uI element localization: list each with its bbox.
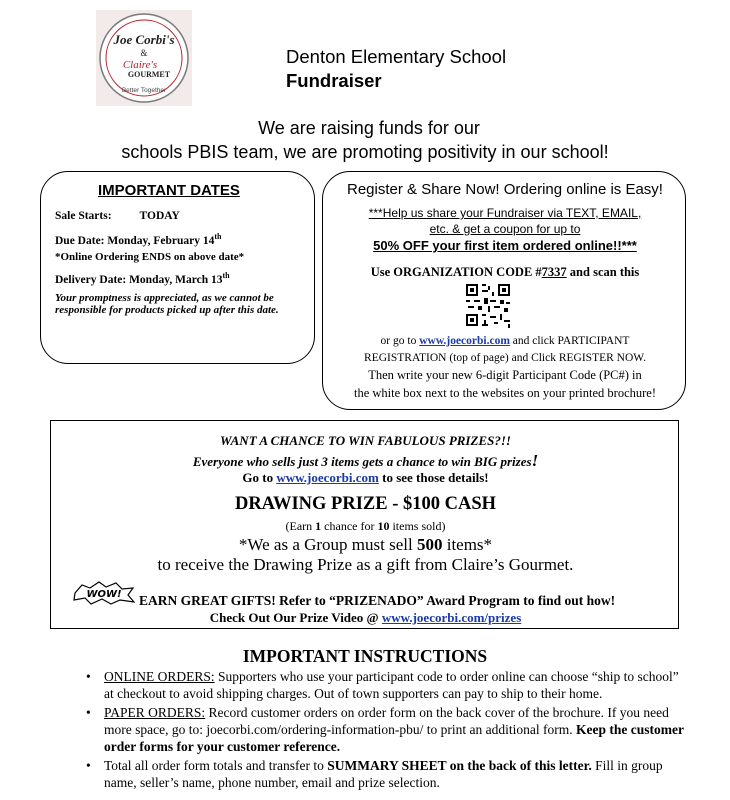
prize-video-link[interactable]: www.joecorbi.com/prizes — [381, 610, 522, 625]
paper-orders-label: PAPER ORDERS: — [104, 705, 206, 720]
online-ordering-note: *Online Ordering ENDS on above date* — [55, 251, 245, 263]
participant-code-line-1: Then write your new 6-digit Participant Code (PC#) in — [368, 368, 642, 382]
online-orders-label: ONLINE ORDERS: — [104, 669, 215, 684]
wow-burst-icon — [73, 581, 135, 605]
list-item — [84, 668, 684, 702]
logo-amp: & — [140, 48, 148, 58]
website-link[interactable]: www.joecorbi.com — [419, 335, 510, 347]
registration-instruction: REGISTRATION (top of page) and Click REGISTER NOW. — [364, 352, 646, 364]
delivery-date: Delivery Date: Monday, March 13th — [55, 271, 230, 286]
paper-orders-text: Record customer orders on order form on the back cover of the brochure. If you need more space, go to: joecorbi.com/ordering-information-pbu/ to print an additional form. — [104, 705, 669, 737]
joe-corbis-logo — [96, 10, 192, 106]
receive-prize-line: to receive the Drawing Prize as a gift from Claire’s Gourmet. — [157, 555, 574, 574]
prize-video-line: Check Out Our Prize Video @ www.joecorbi.com/prizes — [209, 610, 522, 625]
promptness-note: Your promptness is appreciated, as we cannot be responsible for products picked up after this date. — [55, 292, 279, 316]
bullet-icon: • — [86, 669, 91, 684]
fundraiser-title: Fundraiser — [286, 70, 382, 91]
register-title: Register & Share Now! Ordering online is Easy! — [347, 181, 663, 198]
prizes-box — [50, 420, 679, 629]
instructions-list — [84, 668, 684, 793]
group-goal-line: *We as a Group must sell 500 items* — [238, 535, 493, 554]
dates-title: IMPORTANT DATES — [98, 182, 240, 199]
list-item — [84, 704, 684, 755]
earn-chance-line: (Earn 1 chance for 10 items sold) — [285, 519, 446, 533]
logo-line1: Joe Corbi's — [113, 32, 175, 47]
coupon-line: 50% OFF your first item ordered online!!*** — [373, 238, 637, 253]
organization-code: 7337 — [541, 265, 567, 279]
organization-code-line: Use ORGANIZATION CODE #7337 and scan this — [370, 265, 640, 279]
register-share-box — [322, 171, 686, 410]
share-help-line-2: etc. & get a coupon for up to — [429, 222, 581, 236]
important-dates-box — [40, 171, 315, 364]
prize-headline: WANT A CHANCE TO WIN FABULOUS PRIZES?!! — [220, 433, 511, 448]
logo-line3: GOURMET — [127, 70, 171, 79]
share-help-line-1: ***Help us share your Fundraiser via TEXT, EMAIL, — [368, 206, 642, 220]
online-orders-text: Supporters who use your participant code to order online can choose “ship to school” at checkout to avoid shipping charges. Out of town supporters can pay to ship to their home. — [104, 669, 679, 701]
prize-website-link[interactable]: www.joecorbi.com — [276, 470, 379, 485]
logo-line2: Claire's — [122, 59, 158, 71]
mission-line-1: We are raising funds for our — [258, 118, 480, 138]
bullet-icon: • — [86, 705, 91, 720]
participant-code-line-2: the white box next to the websites on your printed brochure! — [353, 386, 656, 400]
instructions-title: IMPORTANT INSTRUCTIONS — [242, 646, 488, 666]
list-item: • Total all order form totals and transfer to SUMMARY SHEET on the back of this letter. Fill in group name, seller’s name, phone number, email and prize selection. — [86, 758, 663, 790]
prize-details-line: Go to www.joecorbi.com to see those details! — [242, 470, 489, 485]
due-date: Due Date: Monday, February 14th — [55, 232, 222, 247]
goto-website-line: or go to www.joecorbi.com and click PARTICIPANT — [380, 335, 630, 347]
earn-gifts-line: EARN GREAT GIFTS! Refer to “PRIZENADO” Award Program to find out how! — [139, 593, 616, 608]
keep-forms-note: Keep the customer order forms for your customer reference. — [104, 722, 684, 754]
summary-sheet-note: SUMMARY SHEET on the back of this letter. — [327, 758, 592, 773]
everyone-line: Everyone who sells just 3 items gets a chance to win BIG prizes! — [192, 451, 539, 470]
mission-line-2: schools PBIS team, we are promoting positivity in our school! — [121, 142, 609, 162]
bullet-icon: • — [86, 758, 91, 773]
logo-tagline: Better Together — [121, 87, 167, 94]
qr-code[interactable] — [460, 282, 516, 330]
sale-starts: Sale Starts: TODAY — [55, 210, 180, 222]
wow-text: WOW! — [86, 589, 122, 600]
school-name: Denton Elementary School — [286, 46, 507, 67]
drawing-prize: DRAWING PRIZE - $100 CASH — [234, 494, 497, 514]
